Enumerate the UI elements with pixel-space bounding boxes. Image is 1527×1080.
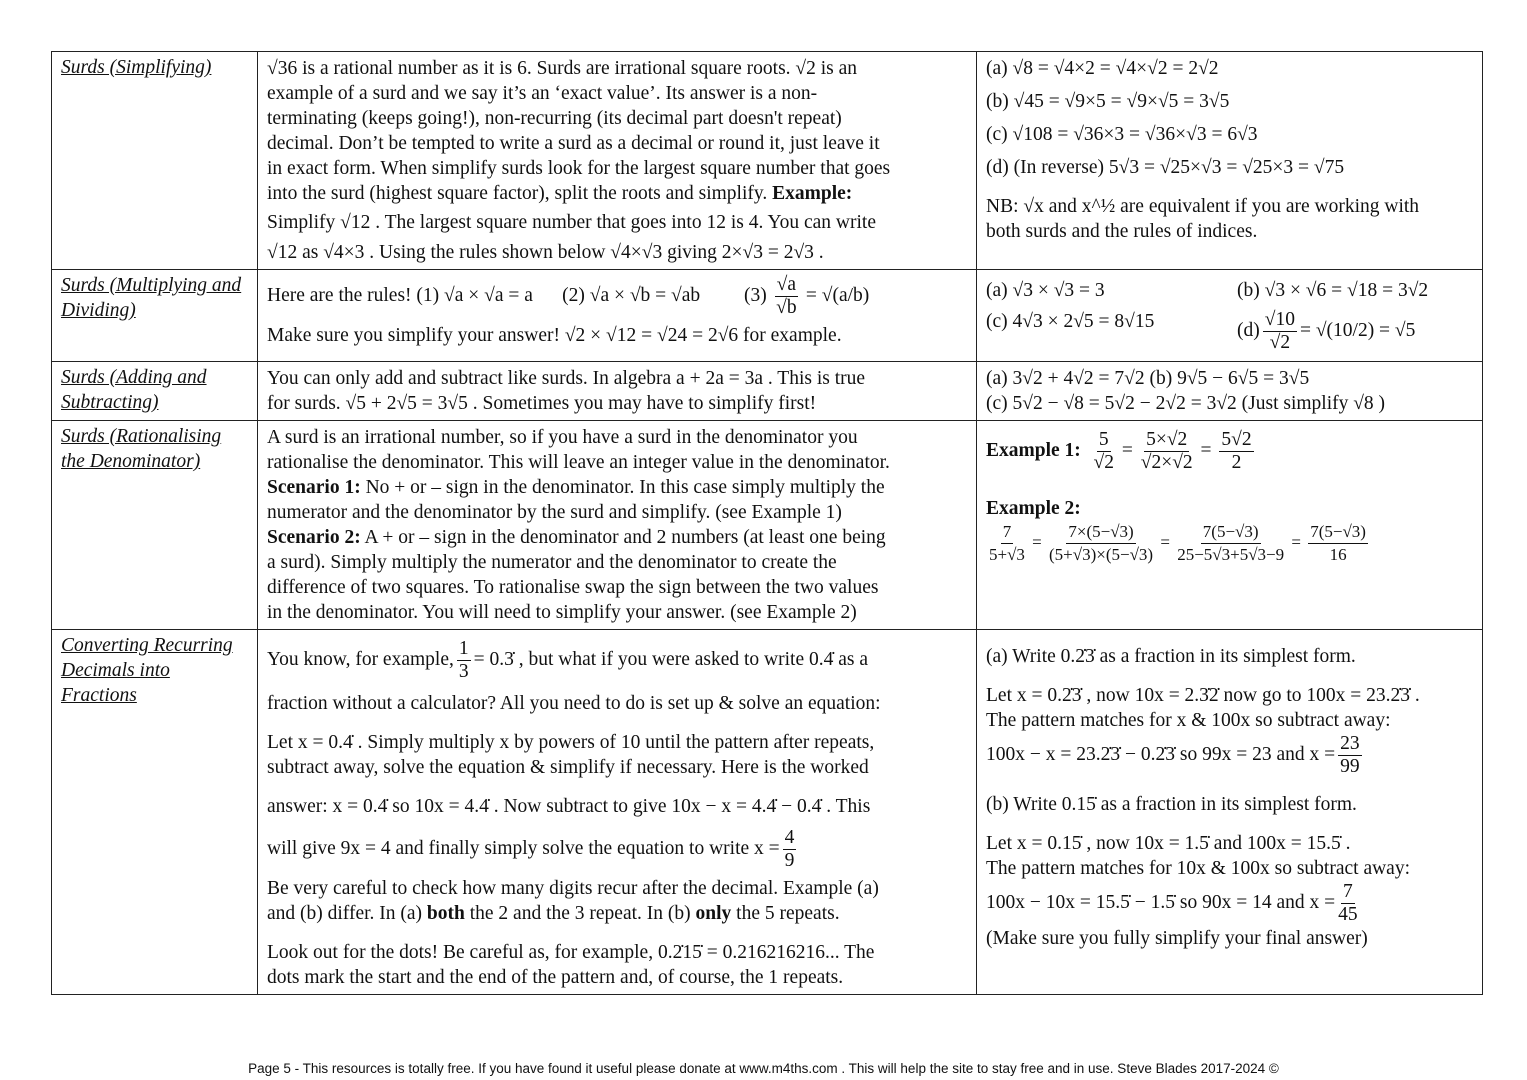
row-surds-simplifying: [52, 52, 1483, 270]
denominator: 3: [458, 661, 469, 682]
fraction: [1338, 881, 1358, 926]
text: No + or – sign in the denominator. In this case simply multiply the: [360, 477, 885, 498]
text: You know, for example,: [267, 648, 454, 670]
topic-title: Surds (Simplifying): [52, 52, 258, 270]
text-line: Let x = 0.4̇ . Simply multiply x by powers of 10 until the pattern after repeats,: [267, 732, 875, 753]
text-line: rationalise the denominator. This will leave an integer value in the denominator.: [267, 452, 890, 473]
example-line: (b) Write 0.15̇ as a fraction in its simplest form.: [986, 794, 1357, 815]
text: A + or – sign in the denominator and 2 numbers (at least one being: [360, 527, 886, 548]
text-line: Look out for the dots! Be careful as, for example, 0.2̇15̇ = 0.216216216... The: [267, 942, 875, 963]
denominator: 2: [1231, 452, 1242, 473]
examples-cell: [977, 270, 1483, 362]
explanation-cell: [258, 630, 977, 995]
explanation-cell: [258, 270, 977, 362]
text: 100x − x = 23.2̇3̇ − 0.2̇3̇ so 99x = 23 and x =: [986, 743, 1336, 765]
numerator: 7: [1342, 881, 1353, 902]
denominator: 45: [1338, 904, 1358, 925]
example-d: (d) (In reverse) 5√3 = √25×√3 = √25×3 = √75: [986, 157, 1345, 178]
example-a: (a) √3 × √3 = 3: [986, 280, 1105, 301]
rule-1: Here are the rules! (1) √a × √a = a: [267, 284, 533, 306]
bold-word: both: [426, 903, 465, 924]
equals-sign: =: [1287, 532, 1306, 552]
text-line: [267, 827, 967, 872]
text-line: You can only add and subtract like surds. In algebra a + 2a = 3a . This is true: [267, 368, 866, 389]
nb-note: both surds and the rules of indices.: [986, 221, 1258, 242]
text: and (b) differ. In (a): [267, 903, 427, 924]
denominator: √2×√2: [1140, 452, 1193, 473]
explanation-cell: [258, 362, 977, 421]
text-line: [267, 475, 967, 500]
text-line: √36 is a rational number as it is 6. Surds are irrational square roots. √2 is an: [267, 58, 858, 79]
numerator: 5: [1098, 429, 1109, 450]
fraction: [1338, 733, 1362, 778]
fraction: [989, 521, 1025, 566]
example-c: (c) 5√2 − √8 = 5√2 − 2√2 = 3√2 (Just simplify √8 ): [986, 393, 1386, 414]
fraction: [1049, 521, 1153, 566]
row-surds-multiplying: [52, 270, 1483, 362]
nb-note: NB: √x and x^½ are equivalent if you are working with: [986, 196, 1420, 217]
text-line: for surds. √5 + 2√5 = 3√5 . Sometimes you may have to simplify first!: [267, 393, 817, 414]
numerator: 7(5−√3): [1308, 521, 1368, 544]
denominator: 5+√3: [989, 545, 1025, 564]
bold-label: Scenario 2:: [267, 527, 361, 548]
explanation-cell: [258, 52, 977, 270]
text-line: difference of two squares. To rationalise swap the sign between the two values: [267, 577, 879, 598]
examples-cell: [977, 362, 1483, 421]
text-line: [267, 525, 967, 550]
page-footer: Page 5 - This resources is totally free. If you have found it useful please donate at www.m4ths.com . This will help the site to stay free and in use. Steve Blades 2017-2024 ©: [248, 1061, 1279, 1076]
text: the 5 repeats.: [731, 903, 840, 924]
text: into the surd (highest square factor), split the roots and simplify.: [267, 183, 773, 204]
text-line: fraction without a calculator? All you need to do is set up & solve an equation:: [267, 693, 881, 714]
example-line: Let x = 0.2̇3̇ , now 10x = 2.3̇2̇ now go to 100x = 23.2̇3̇ .: [986, 685, 1420, 706]
fraction: [1219, 429, 1253, 474]
text-line: decimal. Don’t be tempted to write a surd as a decimal or round it, just leave it: [267, 133, 880, 154]
row-recurring-decimals: [52, 630, 1483, 995]
numerator: 5√2: [1221, 429, 1252, 450]
denominator: √2: [1269, 332, 1291, 353]
example-a: (a) √8 = √4×2 = √4×√2 = 2√2: [986, 58, 1219, 79]
text-line: Make sure you simplify your answer! √2 × √12 = √24 = 2√6 for example.: [267, 325, 842, 346]
example-line: (Make sure you fully simplify your final answer): [986, 928, 1368, 949]
denominator: 16: [1329, 545, 1347, 564]
equals-sign: =: [1117, 439, 1138, 461]
text-line: in exact form. When simplify surds look for the largest square number that goes: [267, 158, 891, 179]
text-line: dots mark the start and the end of the pattern and, of course, the 1 repeats.: [267, 967, 844, 988]
equals-sign: =: [1027, 532, 1047, 552]
example-line: Let x = 0.15̇ , now 10x = 1.5̇ and 100x = 15.5̇ .: [986, 833, 1351, 854]
fraction: [457, 638, 471, 683]
numerator: √a: [776, 274, 797, 295]
row-surds-rationalising: [52, 421, 1483, 630]
topic-title: Surds (Adding and Subtracting): [52, 362, 258, 421]
denominator: √2: [1093, 452, 1114, 473]
text: the 2 and the 3 repeat. In (b): [464, 903, 696, 924]
denominator: √b: [776, 297, 797, 318]
text: 100x − 10x = 15.5̇ − 1.5̇ so 90x = 14 and x =: [986, 891, 1336, 913]
fraction: [1141, 429, 1193, 474]
example-line: The pattern matches for 10x & 100x so subtract away:: [986, 858, 1411, 879]
denominator: (5+√3)×(5−√3): [1049, 545, 1154, 564]
fraction: [1177, 521, 1284, 566]
example-label: Example 1:: [986, 439, 1081, 461]
example-line: [986, 733, 1473, 778]
example-label: Example 2:: [986, 498, 1081, 519]
text-line: numerator and the denominator by the surd and simplify. (see Example 1): [267, 502, 842, 523]
example-label: [986, 496, 1473, 521]
bold-label: Scenario 1:: [267, 477, 361, 498]
example-line: [986, 278, 1473, 303]
topic-title: Surds (Multiplying and Dividing): [52, 270, 258, 362]
numerator: 23: [1340, 733, 1360, 754]
numerator: 5×√2: [1146, 429, 1188, 450]
example-c: (c) 4√3 × 2√5 = 8√15: [986, 311, 1155, 332]
numerator: 4: [784, 827, 795, 848]
example-line: [986, 309, 1473, 354]
numerator: 7×(5−√3): [1066, 521, 1135, 544]
topic-title: Converting Recurring Decimals into Fractions: [52, 630, 258, 995]
example-b: (b) √45 = √9×5 = √9×√5 = 3√5: [986, 91, 1230, 112]
example-d: [1237, 309, 1467, 354]
rule-2: (2) √a × √b = √ab: [562, 284, 701, 306]
text: = 0.3̇ , but what if you were asked to write 0.4̇ as a: [473, 648, 869, 670]
example-1: [986, 429, 1473, 474]
examples-cell: [977, 52, 1483, 270]
fraction: [783, 827, 797, 872]
text-line: [267, 181, 967, 206]
text-line: subtract away, solve the equation & simplify if necessary. Here is the worked: [267, 757, 869, 778]
numerator: 1: [458, 638, 469, 659]
equation: [1091, 429, 1257, 473]
text-line: terminating (keeps going!), non-recurring (its decimal part doesn't repeat): [267, 108, 842, 129]
numerator: 7: [1001, 521, 1014, 544]
text: will give 9x = 4 and finally simply solve the equation to write x =: [267, 837, 780, 859]
rules-line: [267, 274, 967, 319]
text-line: Simplify √12 . The largest square number that goes into 12 is 4. You can write: [267, 212, 876, 233]
numerator: 7(5−√3): [1201, 521, 1261, 544]
example-ab: (a) 3√2 + 4√2 = 7√2 (b) 9√5 − 6√5 = 3√5: [986, 368, 1310, 389]
revision-table: [51, 51, 1483, 995]
explanation-cell: [258, 421, 977, 630]
rule-3-rhs: = √(a/b): [805, 284, 870, 306]
text-line: [267, 638, 967, 683]
examples-cell: [977, 421, 1483, 630]
rhs: = √(10/2) = √5: [1299, 319, 1416, 341]
label: (d): [1237, 319, 1260, 341]
text-line: example of a surd and we say it’s an ‘exact value’. Its answer is a non-: [267, 83, 818, 104]
text-line: √12 as √4×3 . Using the rules shown below √4×√3 giving 2×√3 = 2√3 .: [267, 242, 824, 263]
example-b: (b) √3 × √6 = √18 = 3√2: [1237, 280, 1429, 301]
numerator: √10: [1264, 309, 1295, 330]
text-line: in the denominator. You will need to simplify your answer. (see Example 2): [267, 602, 857, 623]
row-surds-adding: [52, 362, 1483, 421]
fraction: [1094, 429, 1114, 474]
denominator: 99: [1340, 756, 1360, 777]
example-c: (c) √108 = √36×3 = √36×√3 = 6√3: [986, 124, 1258, 145]
fraction: [1263, 309, 1297, 354]
denominator: 9: [784, 850, 795, 871]
topic-title: Surds (Rationalising the Denominator): [52, 421, 258, 630]
rule-3-fraction: [775, 274, 798, 319]
equals-sign: =: [1156, 532, 1175, 552]
equation: [986, 521, 1473, 566]
rule-3-label: (3): [744, 284, 767, 306]
example-line: (a) Write 0.2̇3̇ as a fraction in its simplest form.: [986, 646, 1356, 667]
text-line: answer: x = 0.4̇ so 10x = 4.4̇ . Now subtract to give 10x − x = 4.4̇ − 0.4̇ . This: [267, 796, 871, 817]
denominator: 25−5√3+5√3−9: [1177, 545, 1285, 564]
example-line: [986, 881, 1473, 926]
equals-sign: =: [1195, 439, 1217, 461]
text-line: A surd is an irrational number, so if you have a surd in the denominator you: [267, 427, 858, 448]
bold-word: only: [695, 903, 732, 924]
text-line: Be very careful to check how many digits recur after the decimal. Example (a): [267, 878, 879, 899]
examples-cell: [977, 630, 1483, 995]
example-line: The pattern matches for x & 100x so subtract away:: [986, 710, 1391, 731]
fraction: [1308, 521, 1368, 566]
text-line: [267, 901, 967, 926]
bold-label: Example:: [772, 183, 853, 204]
text-line: a surd). Simply multiply the numerator and the denominator to create the: [267, 552, 837, 573]
